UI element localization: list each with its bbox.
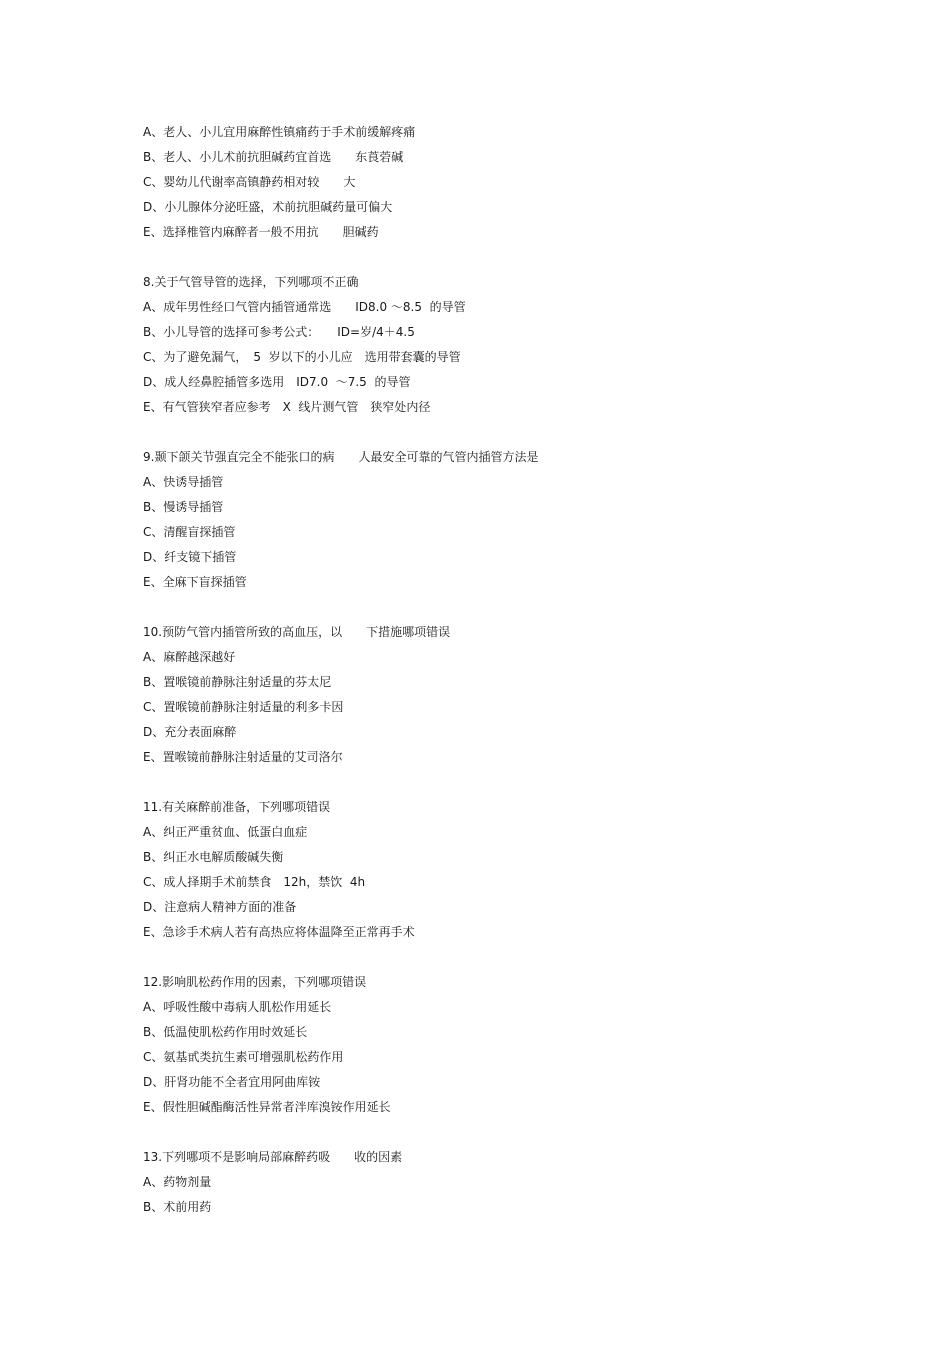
- paragraph-gap: [143, 945, 863, 970]
- question-stem: 9.颞下颌关节强直完全不能张口的病 人最安全可靠的气管内插管方法是: [143, 450, 539, 464]
- question-stem: 8.关于气管导管的选择，下列哪项不正确: [143, 275, 359, 289]
- answer-option: E、急诊手术病人若有高热应将体温降至正常再手术: [143, 925, 415, 939]
- question-stem: 10.预防气管内插管所致的高血压，以 下措施哪项错误: [143, 625, 451, 639]
- answer-option: B、慢诱导插管: [143, 500, 224, 514]
- paragraph-gap: [143, 245, 863, 270]
- question-stem: 11.有关麻醉前准备，下列哪项错误: [143, 800, 331, 814]
- answer-option: E、置喉镜前静脉注射适量的艾司洛尔: [143, 750, 343, 764]
- answer-option: C、为了避免漏气， 5 岁以下的小儿应 选用带套囊的导管: [143, 350, 461, 364]
- answer-option: E、有气管狭窄者应参考 X 线片测气管 狭窄处内径: [143, 400, 431, 414]
- paragraph-gap: [143, 770, 863, 795]
- answer-option: C、置喉镜前静脉注射适量的利多卡因: [143, 700, 344, 714]
- answer-option: C、婴幼儿代谢率高镇静药相对较 大: [143, 175, 356, 189]
- answer-option: D、充分表面麻醉: [143, 725, 237, 739]
- answer-option: C、氨基甙类抗生素可增强肌松药作用: [143, 1050, 344, 1064]
- answer-option: A、呼吸性酸中毒病人肌松作用延长: [143, 1000, 332, 1014]
- question-stem: 12.影响肌松药作用的因素，下列哪项错误: [143, 975, 367, 989]
- answer-option: B、低温使肌松药作用时效延长: [143, 1025, 308, 1039]
- answer-option: A、麻醉越深越好: [143, 650, 236, 664]
- answer-option: A、药物剂量: [143, 1175, 212, 1189]
- paragraph-gap: [143, 595, 863, 620]
- paragraph-gap: [143, 1120, 863, 1145]
- answer-option: E、选择椎管内麻醉者一般不用抗 胆碱药: [143, 225, 379, 239]
- question-stem: 13.下列哪项不是影响局部麻醉药吸 收的因素: [143, 1150, 403, 1164]
- answer-option: B、置喉镜前静脉注射适量的芬太尼: [143, 675, 332, 689]
- answer-option: A、老人、小儿宜用麻醉性镇痛药于手术前缓解疼痛: [143, 125, 416, 139]
- paragraph-gap: [143, 420, 863, 445]
- answer-option: D、成人经鼻腔插管多选用 ID7.0 ～7.5 的导管: [143, 375, 411, 389]
- answer-option: C、成人择期手术前禁食 12h，禁饮 4h: [143, 875, 366, 889]
- answer-option: D、小儿腺体分泌旺盛，术前抗胆碱药量可偏大: [143, 200, 393, 214]
- answer-option: E、全麻下盲探插管: [143, 575, 247, 589]
- answer-option: B、纠正水电解质酸碱失衡: [143, 850, 284, 864]
- answer-option: C、清醒盲探插管: [143, 525, 236, 539]
- answer-option: D、注意病人精神方面的准备: [143, 900, 297, 914]
- answer-option: B、老人、小儿术前抗胆碱药宜首选 东莨菪碱: [143, 150, 404, 164]
- answer-option: A、成年男性经口气管内插管通常选 ID8.0 ～8.5 的导管: [143, 300, 466, 314]
- answer-option: D、肝肾功能不全者宜用阿曲库铵: [143, 1075, 321, 1089]
- answer-option: B、术前用药: [143, 1200, 212, 1214]
- answer-option: A、纠正严重贫血、低蛋白血症: [143, 825, 308, 839]
- answer-option: D、纤支镜下插管: [143, 550, 237, 564]
- answer-option: A、快诱导插管: [143, 475, 224, 489]
- document-page: [143, 120, 863, 1220]
- answer-option: E、假性胆碱酯酶活性异常者泮库溴铵作用延长: [143, 1100, 391, 1114]
- answer-option: B、小儿导管的选择可参考公式： ID=岁/4＋4.5: [143, 325, 415, 339]
